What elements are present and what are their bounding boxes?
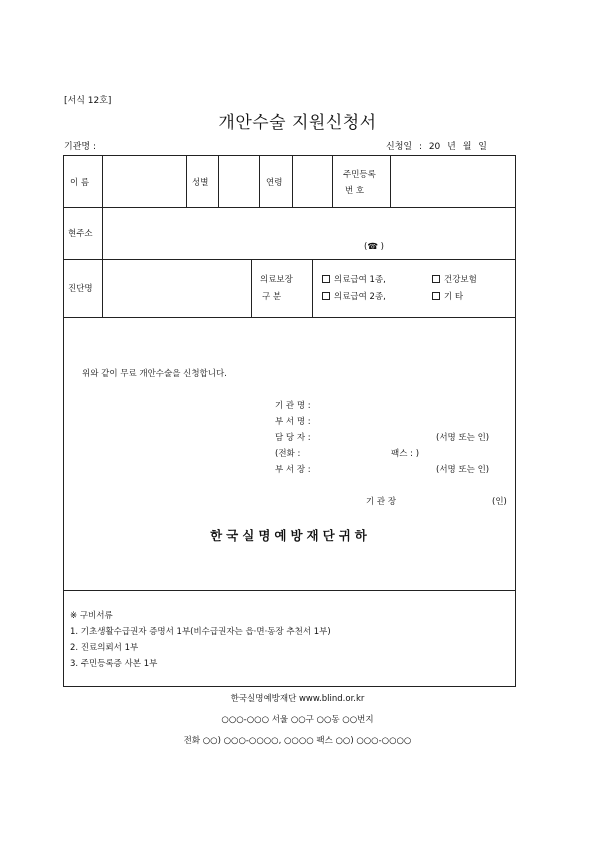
col-divider [186, 156, 187, 207]
seal-mark: (인) [492, 497, 507, 507]
phone-hint: (☎ ) [364, 242, 384, 252]
insurance-label-line1: 의료보장 [260, 275, 293, 285]
field-department-head: 부 서 장 : [275, 465, 311, 475]
option-other[interactable]: 기 타 [432, 290, 463, 302]
insurance-label-line2: 구 분 [262, 292, 282, 302]
field-fax: 팩스 : ) [391, 449, 420, 459]
field-department-name: 부 서 명 : [275, 417, 311, 427]
rrn-label-line1: 주민등록 [343, 170, 376, 180]
col-divider [102, 259, 103, 317]
col-divider [332, 156, 333, 207]
footer-organization: 한국실명예방재단 www.blind.or.kr [230, 694, 365, 704]
option-health-insurance[interactable]: 건강보험 [432, 273, 477, 285]
checkbox-icon[interactable] [322, 292, 330, 300]
gender-label: 성별 [192, 178, 209, 188]
diagnosis-label: 진단명 [68, 284, 93, 294]
field-institution-name: 기 관 명 : [275, 401, 311, 411]
attachment-item: 2. 진료의뢰서 1부 [70, 643, 139, 653]
name-label: 이 름 [70, 178, 90, 188]
col-divider [312, 259, 313, 317]
form-number: [서식 12호] [64, 96, 112, 106]
checkbox-icon[interactable] [432, 275, 440, 283]
attachment-item: 1. 기초생활수급권자 증명서 1부(비수급권자는 읍·면·동장 추천서 1부) [70, 627, 331, 637]
application-form-table [63, 155, 516, 687]
recipient: 한국실명예방재단귀하 [210, 528, 371, 543]
page-title: 개안수술 지원신청서 [218, 113, 377, 133]
footer-contact: 전화 ○○) ○○○-○○○○, ○○○○ 팩스 ○○) ○○○-○○○○ [183, 736, 412, 746]
col-divider [251, 259, 252, 317]
row-divider [64, 590, 515, 591]
address-label: 현주소 [68, 229, 93, 239]
col-divider [292, 156, 293, 207]
signature-note: (서명 또는 인) [436, 465, 490, 475]
row-divider [64, 317, 515, 318]
col-divider [102, 156, 103, 207]
row-divider [64, 207, 515, 208]
age-label: 연령 [266, 178, 283, 188]
col-divider [390, 156, 391, 207]
field-person-in-charge: 담 당 자 : [275, 433, 311, 443]
rrn-label-line2: 번 호 [345, 186, 365, 196]
application-statement: 위와 같이 무료 개안수술을 신청합니다. [82, 369, 227, 379]
footer-address: ○○○-○○○ 서울 ○○구 ○○동 ○○번지 [221, 715, 374, 725]
col-divider [102, 207, 103, 259]
institution-head-label: 기 관 장 [366, 497, 397, 507]
attachment-item: 3. 주민등록증 사본 1부 [70, 659, 158, 669]
field-phone: (전화 : [275, 449, 301, 459]
institution-label: 기관명 : [64, 142, 96, 152]
checkbox-icon[interactable] [432, 292, 440, 300]
checkbox-icon[interactable] [322, 275, 330, 283]
option-medical-aid-2[interactable]: 의료급여 2종, [322, 290, 386, 302]
application-date: 신청일 : 20 년 월 일 [386, 142, 487, 152]
attachments-title: ※ 구비서류 [70, 611, 113, 621]
row-divider [64, 259, 515, 260]
col-divider [259, 156, 260, 207]
option-medical-aid-1[interactable]: 의료급여 1종, [322, 273, 386, 285]
signature-note: (서명 또는 인) [436, 433, 490, 443]
col-divider [218, 156, 219, 207]
